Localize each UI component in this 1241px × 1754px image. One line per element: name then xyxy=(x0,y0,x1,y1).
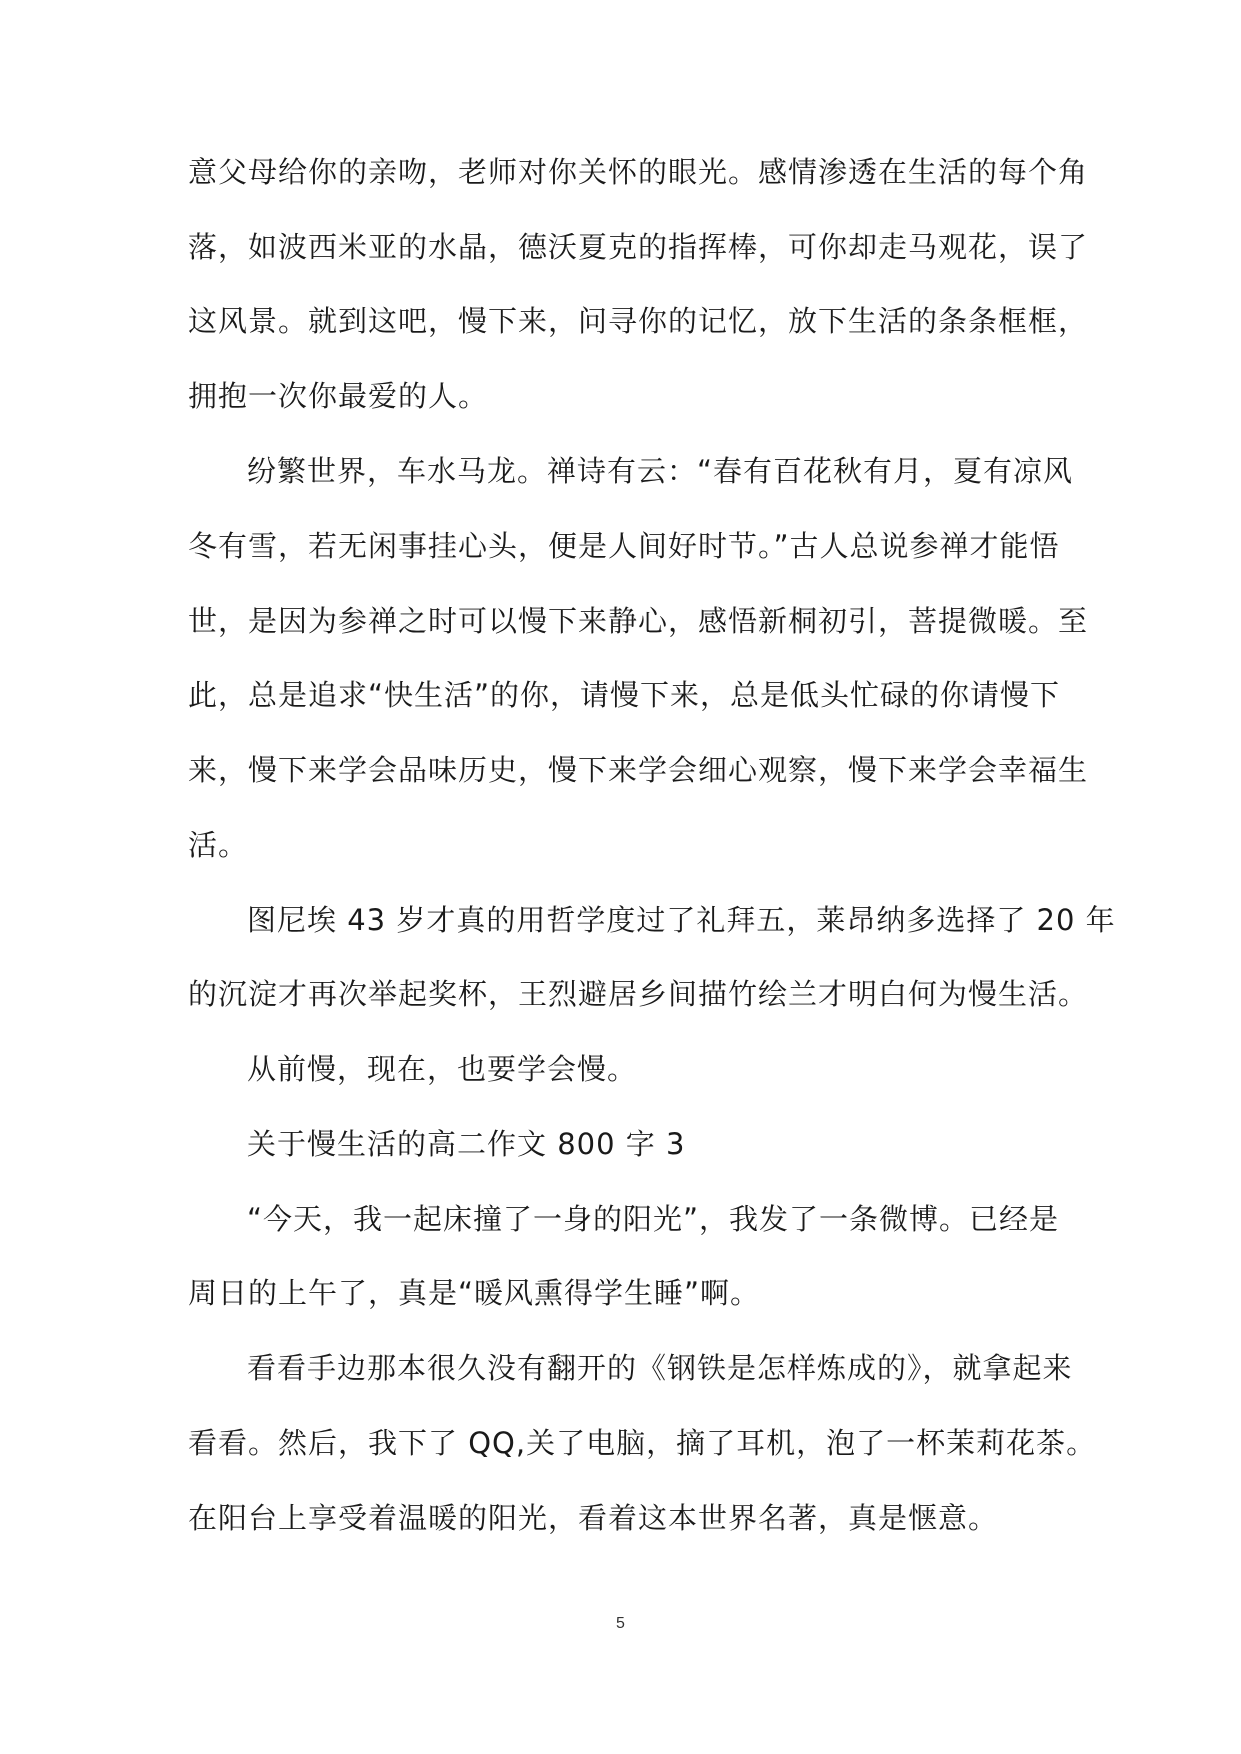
text-line: 纷繁世界，车水马龙。禅诗有云：“春有百花秋有月，夏有凉风 xyxy=(247,454,1074,488)
text-line: 图尼埃 43 岁才真的用哲学度过了礼拜五，莱昂纳多选择了 20 年 xyxy=(247,903,1116,937)
text-line: 看看。然后，我下了 QQ,关了电脑，摘了耳机，泡了一杯茉莉花茶。 xyxy=(188,1426,1097,1460)
text-line: 的沉淀才再次举起奖杯，王烈避居乡间描竹绘兰才明白何为慢生活。 xyxy=(188,977,1089,1011)
text-line: 看看手边那本很久没有翻开的《钢铁是怎样炼成的》，就拿起来 xyxy=(247,1351,1073,1385)
text-line: 从前慢，现在，也要学会慢。 xyxy=(247,1052,638,1086)
text-line: 意父母给你的亲吻，老师对你关怀的眼光。感情渗透在生活的每个角 xyxy=(188,155,1089,189)
text-line: 冬有雪，若无闲事挂心头，便是人间好时节。”古人总说参禅才能悟 xyxy=(188,529,1060,563)
text-line: 在阳台上享受着温暖的阳光，看着这本世界名著，真是惬意。 xyxy=(188,1501,999,1535)
text-line: 活。 xyxy=(188,828,249,862)
text-line: 落，如波西米亚的水晶，德沃夏克的指挥棒，可你却走马观花，误了 xyxy=(188,230,1089,264)
text-line: 世，是因为参禅之时可以慢下来静心，感悟新桐初引，菩提微暖。至 xyxy=(188,604,1089,638)
page-number: 5 xyxy=(616,1615,625,1632)
text-line: 拥抱一次你最爱的人。 xyxy=(188,379,489,413)
text-line: 这风景。就到这吧，慢下来，问寻你的记忆，放下生活的条条框框， xyxy=(188,304,1089,338)
text-line: 周日的上午了，真是“暖风熏得学生睡”啊。 xyxy=(188,1276,761,1310)
text-line: “今天，我一起床撞了一身的阳光”，我发了一条微博。已经是 xyxy=(247,1202,1060,1236)
text-line: 此，总是追求“快生活”的你，请慢下来，总是低头忙碌的你请慢下 xyxy=(188,678,1061,712)
text-line: 来，慢下来学会品味历史，慢下来学会细心观察，慢下来学会幸福生 xyxy=(188,753,1089,787)
section-heading: 关于慢生活的高二作文 800 字 3 xyxy=(247,1127,686,1161)
